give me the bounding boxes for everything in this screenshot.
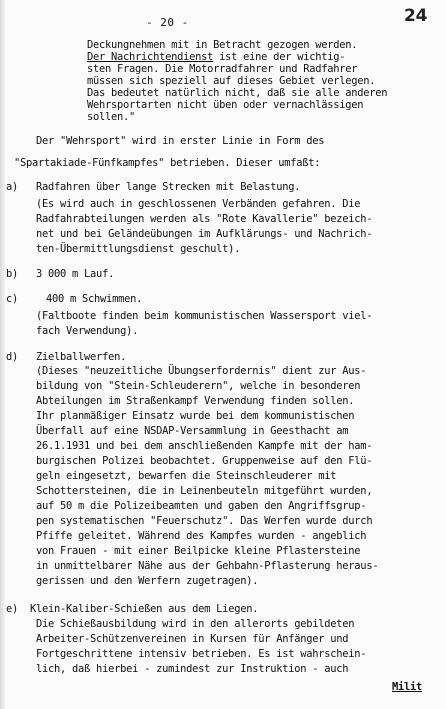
- item-d-line: auf 50 m die Polizeibeamten und gaben den Angriffsgrup-: [36, 500, 367, 512]
- catchword: Milit: [392, 681, 423, 693]
- item-c-line: fach Verwendung).: [36, 325, 139, 337]
- item-d-line: Schottersteinen, die in Leinenbeuteln mitgeführt wurden,: [36, 485, 373, 497]
- item-d-line: pen systematischen "Feuerschutz". Das Werfen wurde durch: [36, 515, 373, 527]
- quote-line: sollen.": [87, 111, 136, 123]
- item-a-marker: a): [6, 181, 19, 193]
- item-e-line: Fortgeschrittene intensiv betrieben. Es ist wahrschein-: [36, 648, 367, 660]
- quote-line: Wehrsportarten nicht üben oder vernachlässigen: [87, 99, 364, 111]
- item-d-line: bildung von "Stein-Schleuderern", welche in besonderen: [36, 380, 361, 392]
- quote-line: Deckungnehmen mit in Betracht gezogen werden.: [87, 39, 358, 51]
- item-d-line: gerissen und den Werfern zugetragen).: [36, 575, 259, 587]
- underlined-phrase: Der Nachrichtendienst: [87, 51, 214, 63]
- quote-line: Das bedeutet natürlich nicht, daß sie alle anderen: [87, 87, 388, 99]
- item-d-line: von Frauen - mit einer Beilpicke kleine Pflastersteine: [36, 545, 361, 557]
- item-a-line: (Es wird auch in geschlossenen Verbänden gefahren. Die: [36, 198, 361, 210]
- item-a-line: Radfahrabteilungen werden als "Rote Kavallerie" bezeich-: [36, 213, 373, 225]
- item-a-line: ten-Übermittlungsdienst geschult).: [36, 243, 241, 255]
- archive-page-number: 24: [404, 6, 428, 26]
- item-e-line: Arbeiter-Schützenvereinen in Kursen für Anfänger und: [36, 633, 349, 645]
- item-b-marker: b): [6, 268, 19, 280]
- quote-line: sten Fragen. Die Motorradfahrer und Radfahrer: [87, 63, 358, 75]
- item-d-line: Abteilungen im Straßenkampf Verwendung finden sollen.: [36, 395, 355, 407]
- item-c-marker: c): [6, 293, 19, 305]
- item-e-marker: e): [6, 603, 19, 615]
- item-b-heading: 3 000 m Lauf.: [36, 268, 115, 280]
- item-c-heading: 400 m Schwimmen.: [46, 293, 143, 305]
- item-d-line: burgischen Polizei beobachtet. Gruppenweise auf den Flü-: [36, 455, 373, 467]
- item-d-line: in unmittelbarer Nähe aus der Gehbahn-Pflasterung heraus-: [36, 560, 379, 572]
- item-a-heading: Radfahren über lange Strecken mit Belastung.: [36, 181, 301, 193]
- quote-line: Der Nachrichtendienst ist eine der wichtig-: [87, 51, 346, 63]
- item-d-line: (Dieses "neuzeitliche Übungserfordernis" dient zur Aus-: [36, 365, 367, 377]
- item-a-line: net und bei Geländeübungen im Aufklärungs- und Nachrich-: [36, 228, 373, 240]
- intro-line: Der "Wehrsport" wird in erster Linie in Form des: [36, 135, 325, 147]
- intro-line: "Spartakiade-Fünfkampfes" betrieben. Dieser umfaßt:: [14, 157, 321, 169]
- item-e-line: lich, daß hierbei - zumindest zur Instruktion - auch: [36, 663, 349, 675]
- item-e-heading: Klein-Kaliber-Schießen aus dem Liegen.: [30, 603, 259, 615]
- item-d-heading: Zielballwerfen.: [36, 351, 127, 363]
- item-d-marker: d): [6, 351, 19, 363]
- item-e-line: Die Schießausbildung wird in den allerorts gebildeten: [36, 618, 355, 630]
- item-c-line: (Faltboote finden beim kommunistischen Wassersport viel-: [36, 310, 373, 322]
- item-d-line: 26.1.1931 und bei dem anschließenden Kampfe mit der ham-: [36, 440, 373, 452]
- item-d-line: Pfiffe geleitet. Während des Kampfes wurden - angeblich: [36, 530, 367, 542]
- item-d-line: geln eingesetzt, bewarfen die Steinschleuderer mit: [36, 470, 337, 482]
- page-number: - 20 -: [146, 16, 189, 29]
- item-d-line: Überfall auf eine NSDAP-Versammlung in Geesthacht am: [36, 425, 349, 437]
- item-d-line: Ihr planmäßiger Einsatz wurde bei dem kommunistischen: [36, 410, 355, 422]
- quote-line: müssen sich speziell auf dieses Gebiet verlegen.: [87, 75, 376, 87]
